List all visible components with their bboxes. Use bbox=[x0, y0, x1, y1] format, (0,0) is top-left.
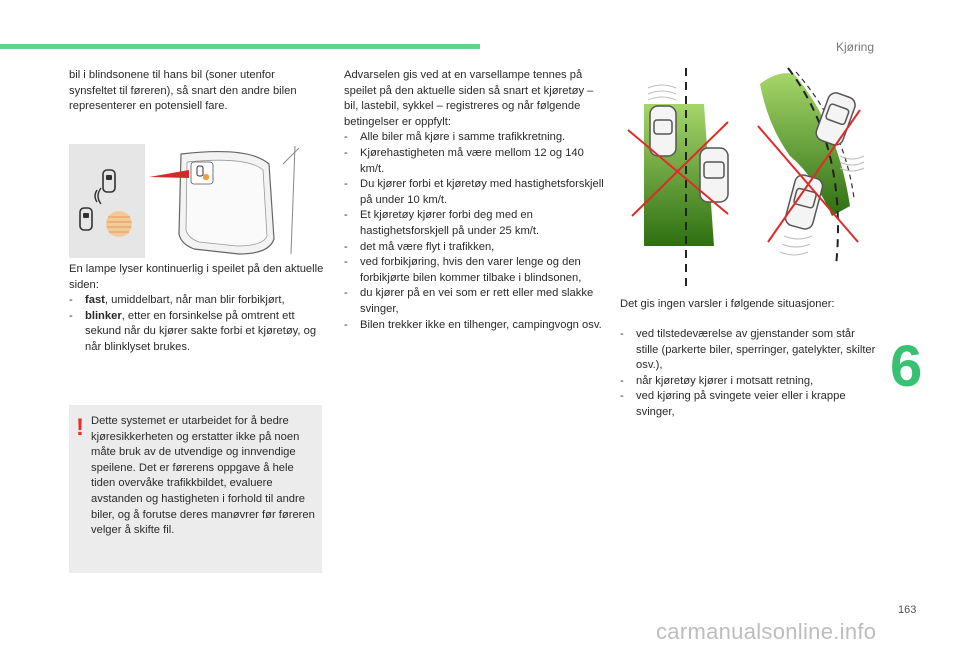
list-item: - ved forbikjøring, hvis den varer lenge og den forbikjørte bilen kommer tilbake i blindsonen, bbox=[344, 255, 606, 286]
lamp-item-text: , etter en forsinkelse på omtrent ett sekund når du kjører sakte forbi et kjøretøy, og når blinklyset brukes. bbox=[85, 309, 317, 353]
warning-text: Dette systemet er utarbeidet for å bedre kjøresikkerheten og erstatter ikke på noen måte bruk av de utvendige og innvendige speilene. Det er førerens oppgave å hele tiden overvåke trafikkbildet, evaluere avstanden og hastigheten i forhold til andre biler, og å forutse deres manøvrer før føreren velger å skifte fil. bbox=[91, 415, 315, 537]
conditions-list bbox=[344, 130, 606, 333]
conditions-intro: Advarselen gis ved at en varsellampe tennes på speilet på den aktuelle siden så snart et kjøretøy – bil, lastebil, sykkel – registreres og når følgende betingelser er oppfylt: bbox=[344, 69, 594, 128]
lamp-list bbox=[69, 293, 324, 355]
mirror-icon bbox=[149, 146, 299, 254]
list-item bbox=[69, 293, 324, 309]
list-item: - når kjøretøy kjører i motsatt retning, bbox=[620, 374, 880, 390]
column-2 bbox=[344, 68, 606, 333]
list-item: - Et kjøretøy kjører forbi deg med en hastighetsforskjell på under 25 km/t. bbox=[344, 208, 606, 239]
column-1-intro bbox=[69, 68, 324, 115]
chapter-number: 6 bbox=[890, 334, 923, 399]
list-item: - Du kjører forbi et kjøretøy med hastighetsforskjell på under 10 km/t. bbox=[344, 177, 606, 208]
page-number: 163 bbox=[898, 604, 917, 616]
lamp-item-text: , umiddelbart, når man blir forbikjørt, bbox=[104, 294, 285, 307]
column-3-intro bbox=[620, 297, 875, 313]
column-3-list bbox=[620, 327, 880, 421]
blind-spot-figure bbox=[618, 66, 880, 294]
list-item: - ved kjøring på svingete veier eller i krappe svinger, bbox=[620, 389, 880, 420]
lamp-intro: En lampe lyser kontinuerlig i speilet på den aktuelle siden: bbox=[69, 263, 324, 291]
list-item: - Alle biler må kjøre i samme trafikkretning. bbox=[344, 130, 606, 146]
list-item: - ved tilstedeværelse av gjenstander som står stille (parkerte biler, sperringer, gatelykter, skilter osv.), bbox=[620, 327, 880, 374]
list-item: - Bilen trekker ikke en tilhenger, campingvogn osv. bbox=[344, 318, 606, 334]
no-warning-intro: Det gis ingen varsler i følgende situasjoner: bbox=[620, 298, 835, 310]
list-item bbox=[69, 309, 324, 356]
list-item: - Kjørehastigheten må være mellom 12 og 140 km/t. bbox=[344, 146, 606, 177]
lamp-item-bold: blinker bbox=[85, 309, 122, 322]
exclamation-warning-icon: ! bbox=[76, 414, 84, 441]
detecting-car-icon bbox=[80, 170, 132, 237]
watermark: carmanualsonline.info bbox=[656, 619, 877, 644]
intro-paragraph: bil i blindsonene til hans bil (soner utenfor synsfeltet til føreren), så snart den andre bilen representerer en potensiell fare. bbox=[69, 69, 297, 113]
side-mirror-icon bbox=[69, 144, 322, 258]
column-1-lamp bbox=[69, 262, 324, 356]
list-item: - det må være flyt i trafikken, bbox=[344, 240, 606, 256]
mirror-figure bbox=[69, 144, 322, 258]
lamp-item-bold: fast bbox=[85, 294, 105, 307]
section-title: Kjøring bbox=[836, 40, 875, 54]
top-accent-bar bbox=[0, 44, 480, 49]
blind-spot-zones-icon bbox=[618, 66, 880, 294]
no-warning-list bbox=[620, 327, 880, 421]
list-item: - du kjører på en vei som er rett eller med slakke svinger, bbox=[344, 286, 606, 317]
